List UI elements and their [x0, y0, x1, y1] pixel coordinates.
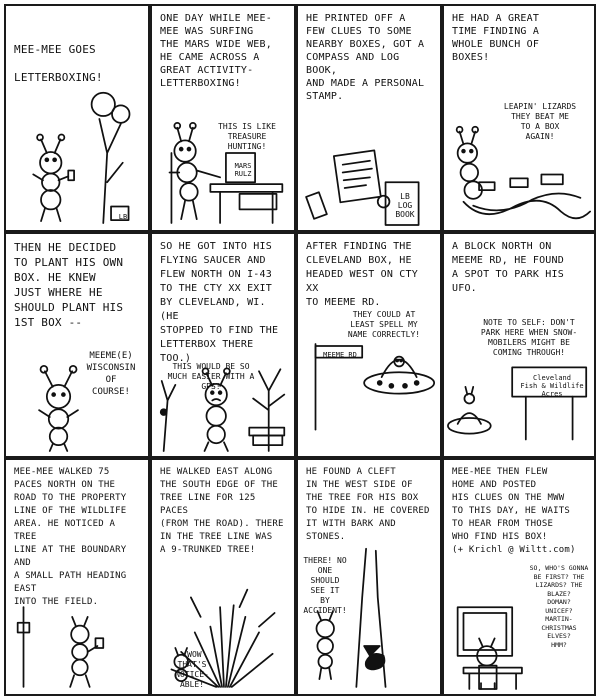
panel-5-caption: THEN HE DECIDED TO PLANT HIS OWN BOX. HE KNEW JUST WHERE HE SHOULD PLANT HIS 1ST BOX --	[14, 241, 124, 329]
panel-3-caption: HE PRINTED OFF A FEW CLUES TO SOME NEARBY BOXES, GOT A COMPASS AND LOG BOOK, AND MADE A PERSONAL STAMP.	[306, 13, 425, 102]
panel-6-speech: THIS WOULD BE SO MUCH EASIER WITH A GPS!	[167, 362, 255, 391]
panel-11	[296, 458, 442, 696]
panel-11-caption: HE FOUND A CLEFT IN THE WEST SIDE OF THE TREE FOR HIS BOX TO HIDE IN. HE COVERED IT WITH BARK AND STONES.	[306, 467, 430, 542]
panel-2	[150, 4, 296, 232]
panel-7-road-sign: MEEME RD	[323, 351, 357, 359]
panel-5-art	[6, 234, 148, 456]
panel-1-art	[6, 6, 148, 230]
panel-3	[296, 4, 442, 232]
panel-11-art	[298, 460, 440, 694]
panel-10	[150, 458, 296, 696]
panel-6-art	[152, 234, 294, 456]
panel-12-speech: SO, WHO'S GONNA BE FIRST? THE LIZARDS? THE BLAZE? DOMAN? UNICEF? MARTIN- CHRISTMAS ELVES? HMM?	[529, 564, 589, 649]
panel-4-caption: HE HAD A GREAT TIME FINDING A WHOLE BUNCH OF BOXES!	[452, 13, 540, 63]
panel-9	[4, 458, 150, 696]
panel-1	[4, 4, 150, 232]
panel-2-art	[152, 6, 294, 230]
panel-9-caption: MEE-MEE WALKED 75 PACES NORTH ON THE ROAD TO THE PROPERTY LINE OF THE WILDLIFE AREA. HE NOTICED A TREE LINE AT THE BOUNDARY AND A SMALL PATH HEADING EAST INTO THE FIELD.	[14, 467, 127, 607]
panel-5	[4, 232, 150, 458]
panel-8-art	[444, 234, 594, 456]
panel-8-park-sign: Cleveland Fish & Wildlife Acres	[520, 374, 584, 398]
panel-7-caption: AFTER FINDING THE CLEVELAND BOX, HE HEADED WEST ON CTY XX TO MEEME RD.	[306, 241, 418, 308]
panel-12-art	[444, 460, 594, 694]
panel-1-caption: MEE-MEE GOES LETTERBOXING!	[14, 43, 103, 84]
panel-7-art	[298, 234, 440, 456]
panel-10-caption: HE WALKED EAST ALONG THE SOUTH EDGE OF THE TREE LINE FOR 125 PACES (FROM THE ROAD). THERE IN THE TREE LINE WAS A 9-TRUNKED TREE!	[160, 467, 284, 555]
panel-4	[442, 4, 596, 232]
panel-6-caption: SO HE GOT INTO HIS FLYING SAUCER AND FLEW NORTH ON I-43 TO THE CTY XX EXIT BY CLEVELAND, WI. (HE STOPPED TO FIND THE LETTERBOX THERE TOO.)	[160, 241, 279, 364]
panel-2-speech: THIS IS LIKE TREASURE HUNTING!	[218, 122, 276, 151]
panel-2-caption: ONE DAY WHILE MEE- MEE WAS SURFING THE MARS WIDE WEB, HE CAME ACROSS A GREAT ACTIVITY- LETTERBOXING!	[160, 13, 272, 89]
panel-10-speech: -WOW THAT'S NOTICE- ABLE!	[175, 650, 209, 689]
panel-8-speech: NOTE TO SELF: DON'T PARK HERE WHEN SNOW- MOBILERS MIGHT BE COMING THROUGH!	[480, 318, 578, 357]
panel-7-speech: THEY COULD AT LEAST SPELL MY NAME CORRECTLY!	[347, 310, 421, 339]
panel-10-art	[152, 460, 294, 694]
panel-8	[442, 232, 596, 458]
panel-8-caption: A BLOCK NORTH ON MEEME RD, HE FOUND A SPOT TO PARK HIS UFO.	[452, 241, 564, 294]
panel-12-caption: MEE-MEE THEN FLEW HOME AND POSTED HIS CLUES ON THE MWW TO THIS DAY, HE WAITS TO HEAR FROM THOSE WHO FIND HIS BOX! (+ Krichl @ Wiltt.com)	[452, 467, 576, 555]
panel-1-box-label: LB	[118, 213, 128, 221]
panel-12	[442, 458, 596, 696]
panel-11-speech: THERE! NO ONE SHOULD SEE IT BY ACCIDENT!	[303, 556, 347, 615]
panel-4-speech: LEAPIN' LIZARDS THEY BEAT ME TO A BOX AGAIN!	[503, 102, 577, 141]
panel-9-art	[6, 460, 148, 694]
panel-7	[296, 232, 442, 458]
panel-2-mug-label: MARS RULZ	[234, 162, 252, 178]
panel-6	[150, 232, 296, 458]
panel-5-speech: MEEME(E) WISCONSIN OF COURSE!	[86, 351, 136, 397]
panel-4-art	[444, 6, 594, 230]
panel-3-logbook-label: LB LOG BOOK	[395, 192, 415, 219]
